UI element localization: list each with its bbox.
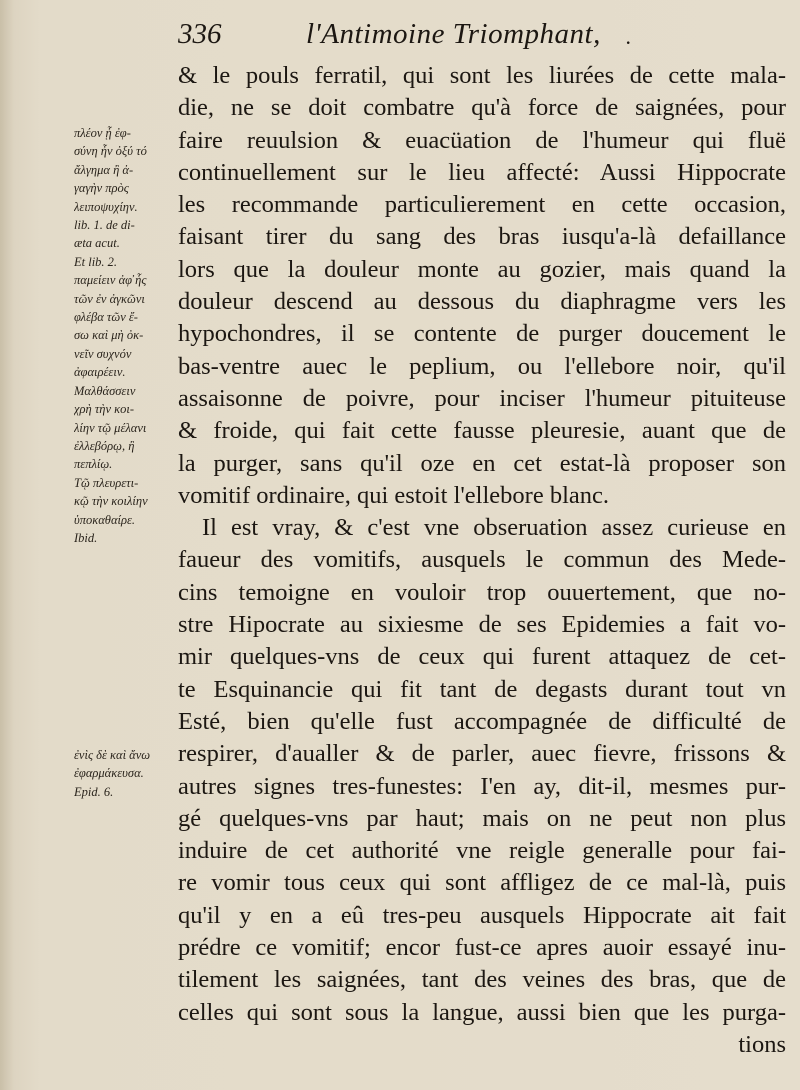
margin-line: τῶν ἐν ἀγκῶνι xyxy=(74,291,145,306)
text-line: faueur des vomitifs, ausquels le commun des Mede- xyxy=(178,546,786,574)
margin-line: νεῖν συχνόν xyxy=(74,346,132,361)
margin-line: παμείειν ἀφ̓ ἧς xyxy=(74,273,147,288)
page-number: 336 xyxy=(178,18,222,50)
text-line: hypochondres, il se contente de purger doucement le xyxy=(178,320,786,348)
text-line: la purger, sans qu'il oze en cet estat-là proposer son xyxy=(178,449,786,477)
text-line: celles qui sont sous la langue, aussi bien que les purga- xyxy=(178,998,786,1026)
page-header xyxy=(178,18,738,58)
margin-line: χρὴ τὴν κοι- xyxy=(74,402,135,417)
text-line: vomitif ordinaire, qui estoit l'ellebore blanc. xyxy=(178,481,609,509)
margin-line: λίην τῷ μέλανι xyxy=(74,420,147,435)
margin-line: ἄλγημα ἢ ἀ- xyxy=(74,162,134,177)
text-line: & le pouls ferratil, qui sont les liurées de cette mala- xyxy=(178,62,786,89)
text-line: gé quelques-vns par haut; mais on ne peut non plus xyxy=(178,804,786,832)
margin-line: γαγὴν πρὸς xyxy=(74,181,129,196)
margin-line: Epid. 6. xyxy=(74,784,114,799)
text-line: Esté, bien qu'elle fust accompagnée de difficulté de xyxy=(178,707,786,735)
margin-line: ἀφαιρέειν. xyxy=(74,365,126,380)
text-line: douleur descend au dessous du diaphragme vers les xyxy=(178,288,786,316)
margin-line: σω καὶ μὴ ὀκ- xyxy=(74,328,144,343)
text-line: die, ne se doit combatre qu'à force de saignées, pour xyxy=(178,94,786,122)
margin-line: ἐλλεβόρῳ, ἢ xyxy=(74,438,135,453)
margin-line: Τῷ πλευρετι- xyxy=(74,475,139,490)
text-line: qu'il y en a eû tres-peu ausquels Hippocrate ait fait xyxy=(178,901,786,929)
text-line: autres signes tres-funestes: I'en ay, dit-il, mesmes pur- xyxy=(178,772,786,800)
margin-line: πεπλίῳ. xyxy=(74,457,113,472)
margin-line: ἐφαρμάκευσα. xyxy=(74,766,144,781)
text-line: bas-ventre auec le peplium, ou l'ellebore noir, qu'il xyxy=(178,352,786,380)
running-title: l'Antimoine Triomphant, xyxy=(306,18,601,50)
margin-line: Μαλθάσσειν xyxy=(74,383,136,398)
text-line: re vomir tous ceux qui sont affligez de ce mal-là, puis xyxy=(178,869,786,897)
margin-line: Ibid. xyxy=(74,530,98,545)
text-line: & froide, qui fait cette fausse pleuresie, auant que de xyxy=(178,417,786,445)
text-line: les recommande particulierement en cette occasion, xyxy=(178,191,786,219)
margin-line: λειποψυχίην. xyxy=(74,199,138,214)
catchword: tions xyxy=(738,1030,786,1058)
header-mark: . xyxy=(626,24,632,49)
margin-line: lib. 1. de di- xyxy=(74,218,135,233)
margin-line: σύνη ἦν ὀξύ τό xyxy=(74,144,147,159)
text-line: faisant tirer du sang des bras iusqu'a-là defaillance xyxy=(178,223,786,251)
text-line: mir quelques-vns de ceux qui furent attaquez de cet- xyxy=(178,643,786,671)
text-line: assaisonne de poivre, pour inciser l'humeur pituiteuse xyxy=(178,384,786,412)
text-line: cins temoigne en vouloir trop ouuertement, que no- xyxy=(178,578,786,606)
text-line: continuellement sur le lieu affecté: Aussi Hippocrate xyxy=(178,158,786,186)
text-line: Il est vray, & c'est vne obseruation assez curieuse en xyxy=(202,514,786,542)
margin-line: ἐνὶς δὲ καὶ ἄνω xyxy=(74,748,151,762)
text-line: induire de cet authorité vne reigle generalle pour fai- xyxy=(178,837,786,865)
margin-line: Et lib. 2. xyxy=(74,254,118,269)
margin-line: ὑποκαθαίρε. xyxy=(74,512,136,527)
text-line: stre Hipocrate au sixiesme de ses Epidemies a fait vo- xyxy=(178,611,786,639)
margin-line: φλέβα τῶν ἔ- xyxy=(74,310,138,325)
text-line: respirer, d'aualler & de parler, auec fievre, frissons & xyxy=(178,740,786,768)
main-text xyxy=(178,60,786,1061)
margin-line: κῷ τὴν κοιλίην xyxy=(74,494,148,509)
margin-note-greek-citation xyxy=(74,124,178,547)
text-line: tilement les saignées, tant des veines des bras, que de xyxy=(178,966,786,994)
text-line: faire reuulsion & euacüation de l'humeur qui fluë xyxy=(178,126,786,154)
margin-line: πλέον ᾗ ἐφ- xyxy=(74,126,131,140)
text-line: te Esquinancie qui fit tant de degasts durant tout vn xyxy=(178,675,786,703)
text-line: lors que la douleur monte au gozier, mais quand la xyxy=(178,255,786,283)
text-line: prédre ce vomitif; encor fust-ce apres auoir essayé inu- xyxy=(178,934,786,962)
margin-line: æta acut. xyxy=(74,236,120,251)
margin-note-epid-citation xyxy=(74,746,178,801)
